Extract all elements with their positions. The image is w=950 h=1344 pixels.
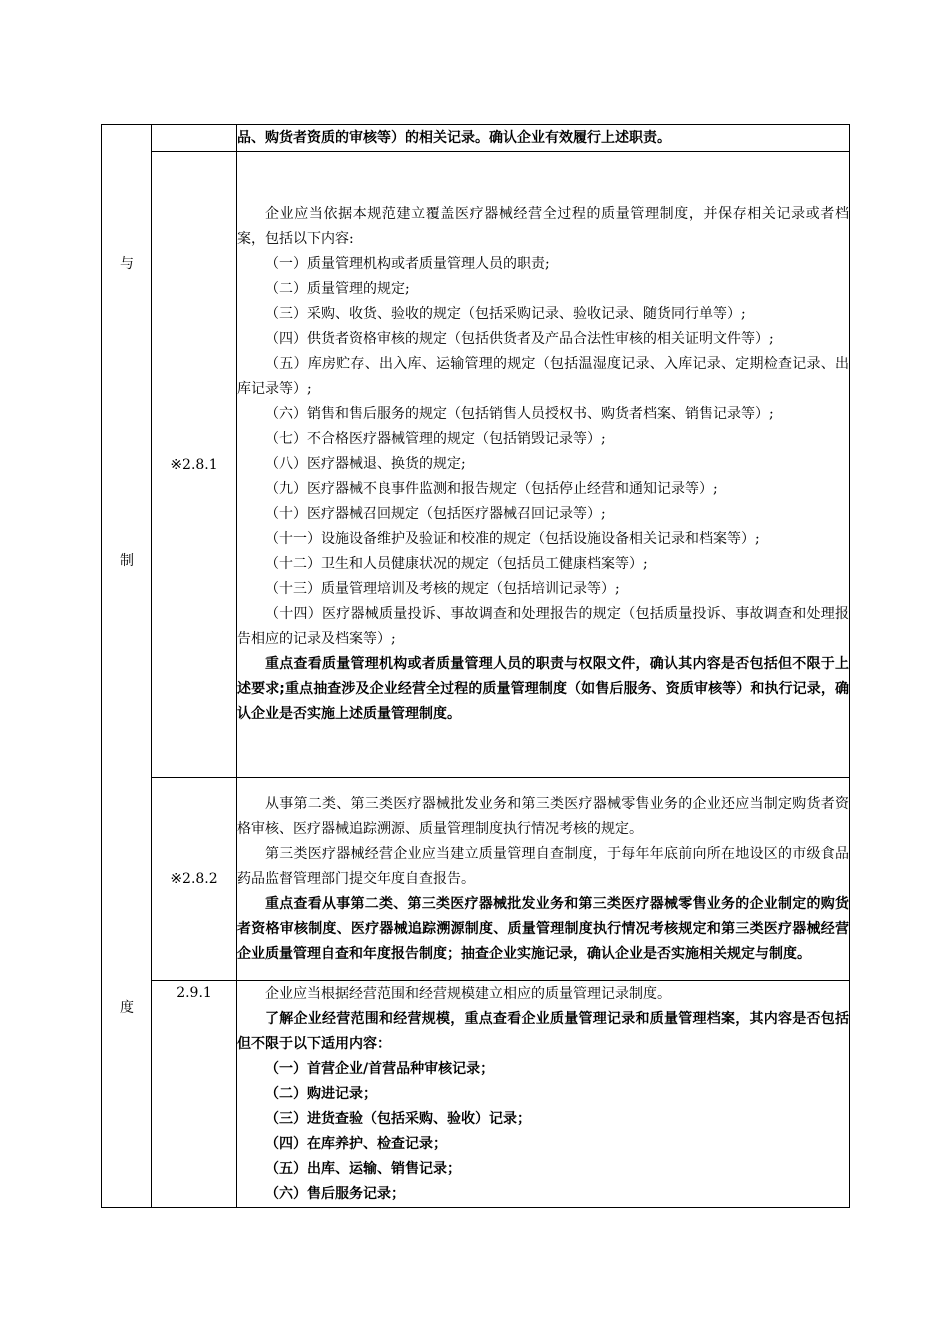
key-check-paragraph: （五）出库、运输、销售记录；: [265, 1160, 461, 1177]
section-char: 与: [120, 256, 134, 272]
requirement-paragraph: （四）供货者资格审核的规定（包括供货者及产品合法性审核的相关证明文件等）;: [265, 331, 774, 347]
table-row: [102, 125, 850, 152]
requirement-paragraph: （三）采购、收货、验收的规定（包括采购记录、验收记录、随货同行单等）;: [265, 306, 746, 322]
section-label: [102, 125, 151, 1206]
table-row: [102, 778, 850, 981]
key-check-paragraph: 重点查看质量管理机构或者质量管理人员的职责与权限文件，确认其内容是否包括但不限于上述要求;重点抽查涉及企业经营全过程的质量管理制度（如售后服务、资质审核等）和执行记录，确认企业是否实施上述质量管理制度。: [237, 656, 849, 722]
key-check-paragraph: （二）购进记录；: [265, 1085, 377, 1102]
requirement-paragraph: （一）质量管理机构或者质量管理人员的职责;: [265, 256, 550, 272]
clause-content: [237, 125, 850, 152]
requirement-paragraph: （八）医疗器械退、换货的规定;: [265, 456, 466, 472]
clause-number: 2.9.1: [152, 981, 237, 1208]
table-row: [102, 981, 850, 1208]
requirement-paragraph: 从事第二类、第三类医疗器械批发业务和第三类医疗器械零售业务的企业还应当制定购货者资格审核、医疗器械追踪溯源、质量管理制度执行情况考核的规定。: [237, 795, 849, 837]
requirement-paragraph: （九）医疗器械不良事件监测和报告规定（包括停止经营和通知记录等）;: [265, 481, 718, 497]
clause-number: ※2.8.2: [152, 778, 237, 981]
requirement-paragraph: （二）质量管理的规定;: [265, 281, 410, 297]
requirement-paragraph: （十）医疗器械召回规定（包括医疗器械召回记录等）;: [265, 506, 606, 522]
table-row: [102, 152, 850, 778]
key-check-paragraph: 了解企业经营范围和经营规模，重点查看企业质量管理记录和质量管理档案，其内容是否包括但不限于以下适用内容：: [237, 1010, 849, 1052]
key-check-paragraph: （四）在库养护、检查记录；: [265, 1135, 447, 1152]
requirement-paragraph: 第三类医疗器械经营企业应当建立质量管理自查制度，于每年年底前向所在地设区的市级食品药品监督管理部门提交年度自查报告。: [237, 845, 849, 887]
key-check-paragraph: （三）进货查验（包括采购、验收）记录；: [265, 1110, 531, 1127]
clause-content: [237, 981, 850, 1208]
requirement-paragraph: （十一）设施设备维护及验证和校准的规定（包括设施设备相关记录和档案等）;: [265, 531, 760, 547]
inspection-table: [101, 124, 850, 1208]
clause-content: [237, 152, 850, 778]
key-check-paragraph: 品、购货者资质的审核等）的相关记录。确认企业有效履行上述职责。: [237, 129, 671, 146]
requirement-paragraph: 企业应当根据经营范围和经营规模建立相应的质量管理记录制度。: [265, 985, 671, 1002]
requirement-paragraph: （五）库房贮存、出入库、运输管理的规定（包括温湿度记录、入库记录、定期检查记录、出库记录等）;: [237, 356, 849, 397]
clause-number: [152, 125, 237, 152]
key-check-paragraph: （六）售后服务记录；: [265, 1185, 405, 1202]
section-column: [102, 125, 152, 1208]
clause-content: [237, 778, 850, 981]
requirement-paragraph: （七）不合格医疗器械管理的规定（包括销毁记录等）;: [265, 431, 606, 447]
section-char: 制: [120, 553, 134, 569]
requirement-paragraph: （六）销售和售后服务的规定（包括销售人员授权书、购货者档案、销售记录等）;: [265, 406, 774, 422]
requirement-paragraph: （十四）医疗器械质量投诉、事故调查和处理报告的规定（包括质量投诉、事故调查和处理报告相应的记录及档案等）;: [237, 606, 849, 647]
requirement-paragraph: 企业应当依据本规范建立覆盖医疗器械经营全过程的质量管理制度，并保存相关记录或者档案，包括以下内容:: [237, 206, 849, 247]
section-char: 度: [120, 1000, 134, 1016]
key-check-paragraph: 重点查看从事第二类、第三类医疗器械批发业务和第三类医疗器械零售业务的企业制定的购货者资格审核制度、医疗器械追踪溯源制度、质量管理制度执行情况考核规定和第三类医疗器械经营企业质量管理自查和年度报告制度；抽查企业实施记录，确认企业是否实施相关规定与制度。: [237, 895, 849, 962]
key-check-paragraph: （一）首营企业/首营品种审核记录；: [265, 1060, 495, 1077]
requirement-paragraph: （十二）卫生和人员健康状况的规定（包括员工健康档案等）;: [265, 556, 648, 572]
clause-number: ※2.8.1: [152, 152, 237, 778]
requirement-paragraph: （十三）质量管理培训及考核的规定（包括培训记录等）;: [265, 581, 620, 597]
